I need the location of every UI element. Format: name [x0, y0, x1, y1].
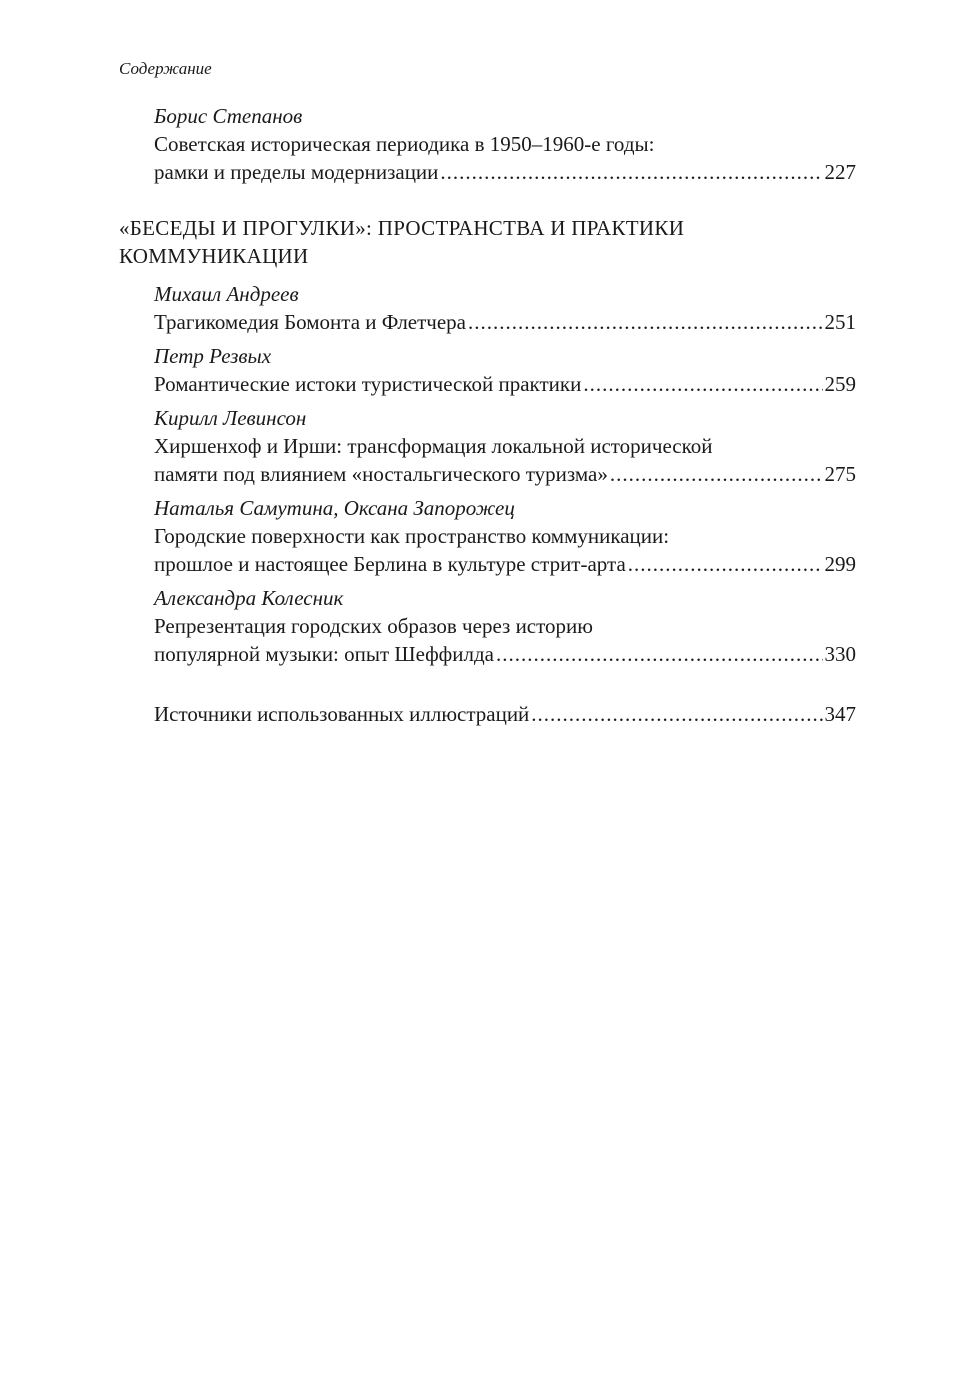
- entry-page-number: 299: [824, 552, 856, 576]
- entry-title-last-line: [154, 700, 856, 728]
- entry-title-text: популярной музыки: опыт Шеффилда: [154, 642, 494, 666]
- entry-title-last-line: [154, 460, 856, 488]
- entry-title-last-line: [154, 640, 856, 668]
- table-of-contents: [119, 102, 856, 728]
- entry-title-text: рамки и пределы модернизации: [154, 160, 439, 184]
- toc-entry: [154, 404, 856, 488]
- entry-title-text: Романтические истоки туристической практики: [154, 372, 582, 396]
- dot-leader: [628, 550, 823, 578]
- entry-title-text: прошлое и настоящее Берлина в культуре стрит-арта: [154, 552, 626, 576]
- entry-page-number: 330: [824, 642, 856, 666]
- dot-leader: [583, 370, 822, 398]
- entry-title-last-line: [154, 550, 856, 578]
- entry-page-number: 347: [824, 702, 856, 726]
- entry-title-text: Источники использованных иллюстраций: [154, 702, 530, 726]
- entry-page-number: 275: [824, 462, 856, 486]
- section-heading: [119, 214, 856, 270]
- running-head: Содержание: [119, 59, 212, 78]
- entry-author: Борис Степанов: [154, 104, 303, 128]
- entry-title-text: Трагикомедия Бомонта и Флетчера: [154, 310, 467, 334]
- entry-title-last-line: [154, 158, 856, 186]
- toc-entry: [154, 102, 856, 186]
- entry-title-text: памяти под влиянием «ностальгического туризма»: [154, 462, 608, 486]
- entry-author: Александра Колесник: [154, 586, 344, 610]
- entry-title-line: Репрезентация городских образов через историю: [154, 614, 593, 638]
- section-heading-line: «БЕСЕДЫ И ПРОГУЛКИ»: ПРОСТРАНСТВА И ПРАКТИКИ: [119, 216, 685, 240]
- dot-leader: [496, 640, 823, 668]
- entry-page-number: 227: [824, 160, 856, 184]
- entry-page-number: 251: [824, 310, 856, 334]
- entry-title-line: Городские поверхности как пространство коммуникации:: [154, 524, 670, 548]
- dot-leader: [440, 158, 822, 186]
- entry-author: Наталья Самутина, Оксана Запорожец: [154, 496, 515, 520]
- entry-title-line: Хиршенхоф и Ирши: трансформация локальной исторической: [154, 434, 713, 458]
- entry-title-last-line: [154, 308, 856, 336]
- dot-leader: [610, 460, 823, 488]
- toc-entry: [154, 280, 856, 336]
- dot-leader: [468, 308, 822, 336]
- entry-author: Михаил Андреев: [154, 282, 299, 306]
- toc-entry: [154, 342, 856, 398]
- entry-title-last-line: [154, 370, 856, 398]
- entry-title-line: Советская историческая периодика в 1950–1960-е годы:: [154, 132, 655, 156]
- toc-entry-sources: [154, 700, 856, 728]
- toc-entry: [154, 494, 856, 578]
- section-heading-line: КОММУНИКАЦИИ: [119, 244, 309, 268]
- entry-author: Петр Резвых: [154, 344, 272, 368]
- toc-entry: [154, 584, 856, 668]
- entry-page-number: 259: [824, 372, 856, 396]
- entry-author: Кирилл Левинсон: [154, 406, 307, 430]
- dot-leader: [531, 700, 822, 728]
